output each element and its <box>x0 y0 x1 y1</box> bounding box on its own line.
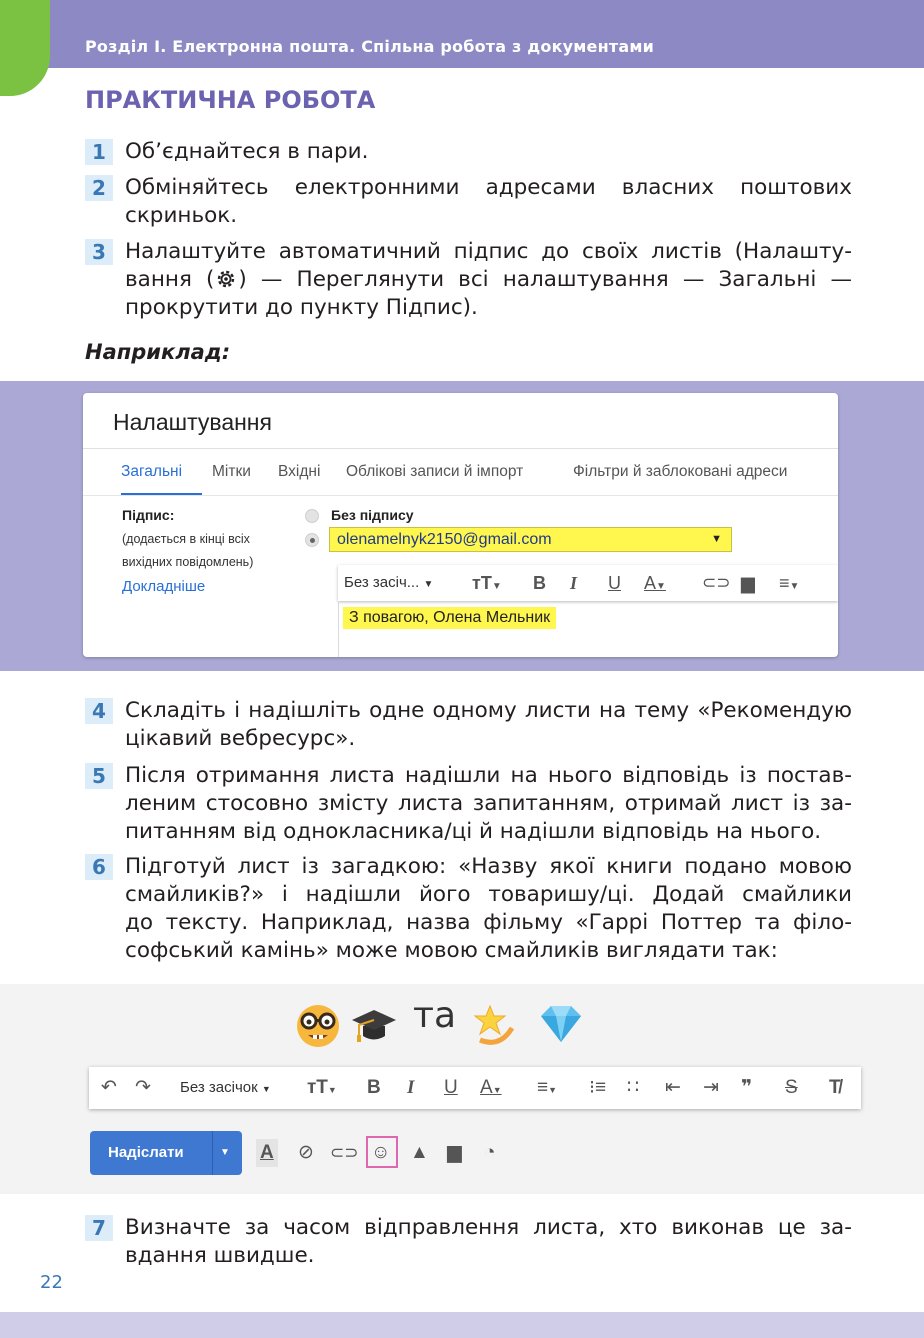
bold-icon[interactable]: B <box>533 573 546 593</box>
tab-accounts-import[interactable]: Облікові записи й імпорт <box>346 463 524 480</box>
dizzy-star-icon <box>470 996 520 1052</box>
tab-filters[interactable]: Фільтри й заблоковані адреси <box>573 463 788 480</box>
italic-icon[interactable]: I <box>570 573 578 593</box>
underline-icon[interactable]: U <box>608 573 621 593</box>
attach-icon[interactable]: ⊘ <box>298 1142 314 1163</box>
confidential-mode-icon[interactable]: ◔ <box>484 1142 496 1163</box>
font-name: Без засічок <box>180 1079 258 1096</box>
image-icon[interactable]: ▆ <box>741 573 755 593</box>
emoji-word: та <box>413 995 457 1036</box>
task-item <box>85 697 852 753</box>
task-text <box>125 762 852 846</box>
numbered-list-icon[interactable]: ⁝≡ <box>589 1077 607 1098</box>
align-icon[interactable]: ≡▼ <box>537 1077 558 1098</box>
nerd-face-icon <box>294 996 342 1052</box>
drive-icon[interactable]: ▲ <box>410 1142 429 1163</box>
no-signature-label: Без підпису <box>331 507 414 523</box>
tab-general[interactable]: Загальні <box>121 463 183 480</box>
link-icon[interactable]: ⊂⊃ <box>330 1143 359 1162</box>
settings-title: Налаштування <box>113 409 272 435</box>
page-number: 22 <box>40 1272 63 1293</box>
task-line: вдання швидше. <box>125 1243 315 1268</box>
font-select[interactable] <box>180 1067 271 1109</box>
task-line-part: вання ( <box>125 267 215 292</box>
task-line: питанням від однокласника/ці й надішли відповідь на нього. <box>125 819 822 844</box>
chapter-header <box>0 0 924 68</box>
selected-email: olenamelnyk2150@gmail.com <box>337 531 552 548</box>
task-text <box>125 238 852 322</box>
italic-icon[interactable]: I <box>407 1077 415 1098</box>
task-line: Визначте за часом відправлення листа, хто виконав це за- <box>125 1215 852 1240</box>
example-label: Наприклад: <box>85 340 231 364</box>
formatting-options-icon[interactable]: A <box>256 1139 278 1167</box>
task-number: 3 <box>85 239 113 265</box>
text-color-icon[interactable]: A▼ <box>644 573 666 593</box>
task-text <box>125 1214 852 1270</box>
redo-icon[interactable]: ↷ <box>135 1077 151 1098</box>
chevron-down-icon: ▼ <box>261 1084 271 1094</box>
task-line: Підготуй лист із загадкою: «Назву якої книги подано мовою <box>125 854 852 879</box>
divider <box>212 1131 213 1175</box>
task-number: 2 <box>85 175 113 201</box>
font-size-icon[interactable]: тT▼ <box>472 573 502 593</box>
task-number: 1 <box>85 139 113 165</box>
task-item <box>85 762 852 846</box>
task-line: софський камінь» може мовою смайликів виглядати так: <box>125 938 778 963</box>
signature-text: З повагою, Олена Мельник <box>343 607 556 629</box>
tab-labels[interactable]: Мітки <box>212 463 251 480</box>
task-text <box>125 174 852 230</box>
task-line: Після отримання листа надішли на нього відповідь із постав- <box>125 763 852 788</box>
divider <box>83 495 838 496</box>
quote-icon[interactable]: ❞ <box>741 1077 753 1098</box>
signature-label: Підпис: <box>122 507 175 523</box>
task-item <box>85 1214 852 1270</box>
dropdown-caret-icon: ▼ <box>711 533 722 545</box>
gem-stone-icon <box>537 996 585 1052</box>
task-item <box>85 174 852 230</box>
tab-inbox[interactable]: Вхідні <box>278 463 321 480</box>
task-number: 4 <box>85 698 113 724</box>
clear-formatting-icon[interactable]: T̸ <box>829 1077 841 1098</box>
graduation-cap-icon <box>350 996 398 1052</box>
task-text <box>125 697 852 753</box>
strikethrough-icon[interactable]: S <box>785 1077 798 1098</box>
indent-less-icon[interactable]: ⇤ <box>665 1077 681 1098</box>
gear-icon <box>214 268 238 290</box>
signature-note: вихідних повідомлень) <box>122 555 254 569</box>
font-size-icon[interactable]: тT▼ <box>307 1077 337 1098</box>
task-number: 6 <box>85 854 113 880</box>
photo-icon[interactable]: ▆ <box>447 1142 462 1163</box>
align-icon[interactable]: ≡▼ <box>779 573 800 593</box>
send-label: Надіслати <box>108 1144 184 1161</box>
send-options-icon[interactable]: ▼ <box>220 1147 230 1158</box>
task-line: леним стосовно змісту листа запитанням, отримай лист із за- <box>125 791 852 816</box>
task-line: цікавий вебресурс». <box>125 726 356 751</box>
chapter-title: Розділ І. Електронна пошта. Спільна робота з документами <box>85 37 655 56</box>
task-text <box>125 853 852 965</box>
signature-toolbar <box>338 565 838 601</box>
send-button[interactable] <box>90 1131 242 1175</box>
section-title: ПРАКТИЧНА РОБОТА <box>85 86 376 114</box>
undo-icon[interactable]: ↶ <box>101 1077 117 1098</box>
divider <box>83 448 838 449</box>
underline-icon[interactable]: U <box>444 1077 458 1098</box>
task-line: Обміняйтесь електронними адресами власних поштових <box>125 175 852 200</box>
task-line: до тексту. Наприклад, назва фільму «Гаррі Поттер та філо- <box>125 910 852 935</box>
indent-more-icon[interactable]: ⇥ <box>703 1077 719 1098</box>
task-line: Налаштуйте автоматичний підпис до своїх листів (Налашту- <box>125 239 852 264</box>
signature-note: (додається в кінці всіх <box>122 532 250 546</box>
text-color-icon[interactable]: A▼ <box>480 1077 502 1098</box>
smile-icon: ☺ <box>371 1142 391 1163</box>
task-line: Складіть і надішліть одне одному листи на тему «Рекомендую <box>125 698 852 723</box>
compose-format-toolbar <box>89 1067 861 1109</box>
task-line <box>125 266 852 294</box>
footer-band <box>0 1312 924 1338</box>
task-item <box>85 853 852 965</box>
task-line: скриньок. <box>125 203 238 228</box>
task-number: 7 <box>85 1215 113 1241</box>
chapter-tab <box>0 0 50 96</box>
task-line: смайликів?» і надішли його товаришу/ці. Додай смайлики <box>125 882 852 907</box>
link-icon[interactable]: ⊂⊃ <box>702 573 731 592</box>
task-line-part: ) — Переглянути всі налаштування — Загальні — <box>238 267 852 292</box>
bulleted-list-icon[interactable]: ∷ <box>627 1077 640 1098</box>
settings-panel <box>83 393 838 657</box>
signature-account-select[interactable] <box>329 527 732 552</box>
task-text: Об’єднайтеся в пари. <box>125 139 369 164</box>
task-number: 5 <box>85 763 113 789</box>
bold-icon[interactable]: B <box>367 1077 381 1098</box>
task-line: прокрутити до пункту Підпис). <box>125 295 478 320</box>
signature-editor[interactable] <box>338 601 838 657</box>
task-item <box>85 138 852 166</box>
font-name: Без засіч... <box>344 574 420 591</box>
task-item <box>85 238 852 322</box>
no-signature-radio[interactable] <box>305 509 319 523</box>
signature-radio[interactable] <box>305 533 319 547</box>
chevron-down-icon: ▼ <box>423 579 434 590</box>
learn-more-link[interactable]: Докладніше <box>122 578 206 595</box>
font-select[interactable] <box>344 565 433 601</box>
